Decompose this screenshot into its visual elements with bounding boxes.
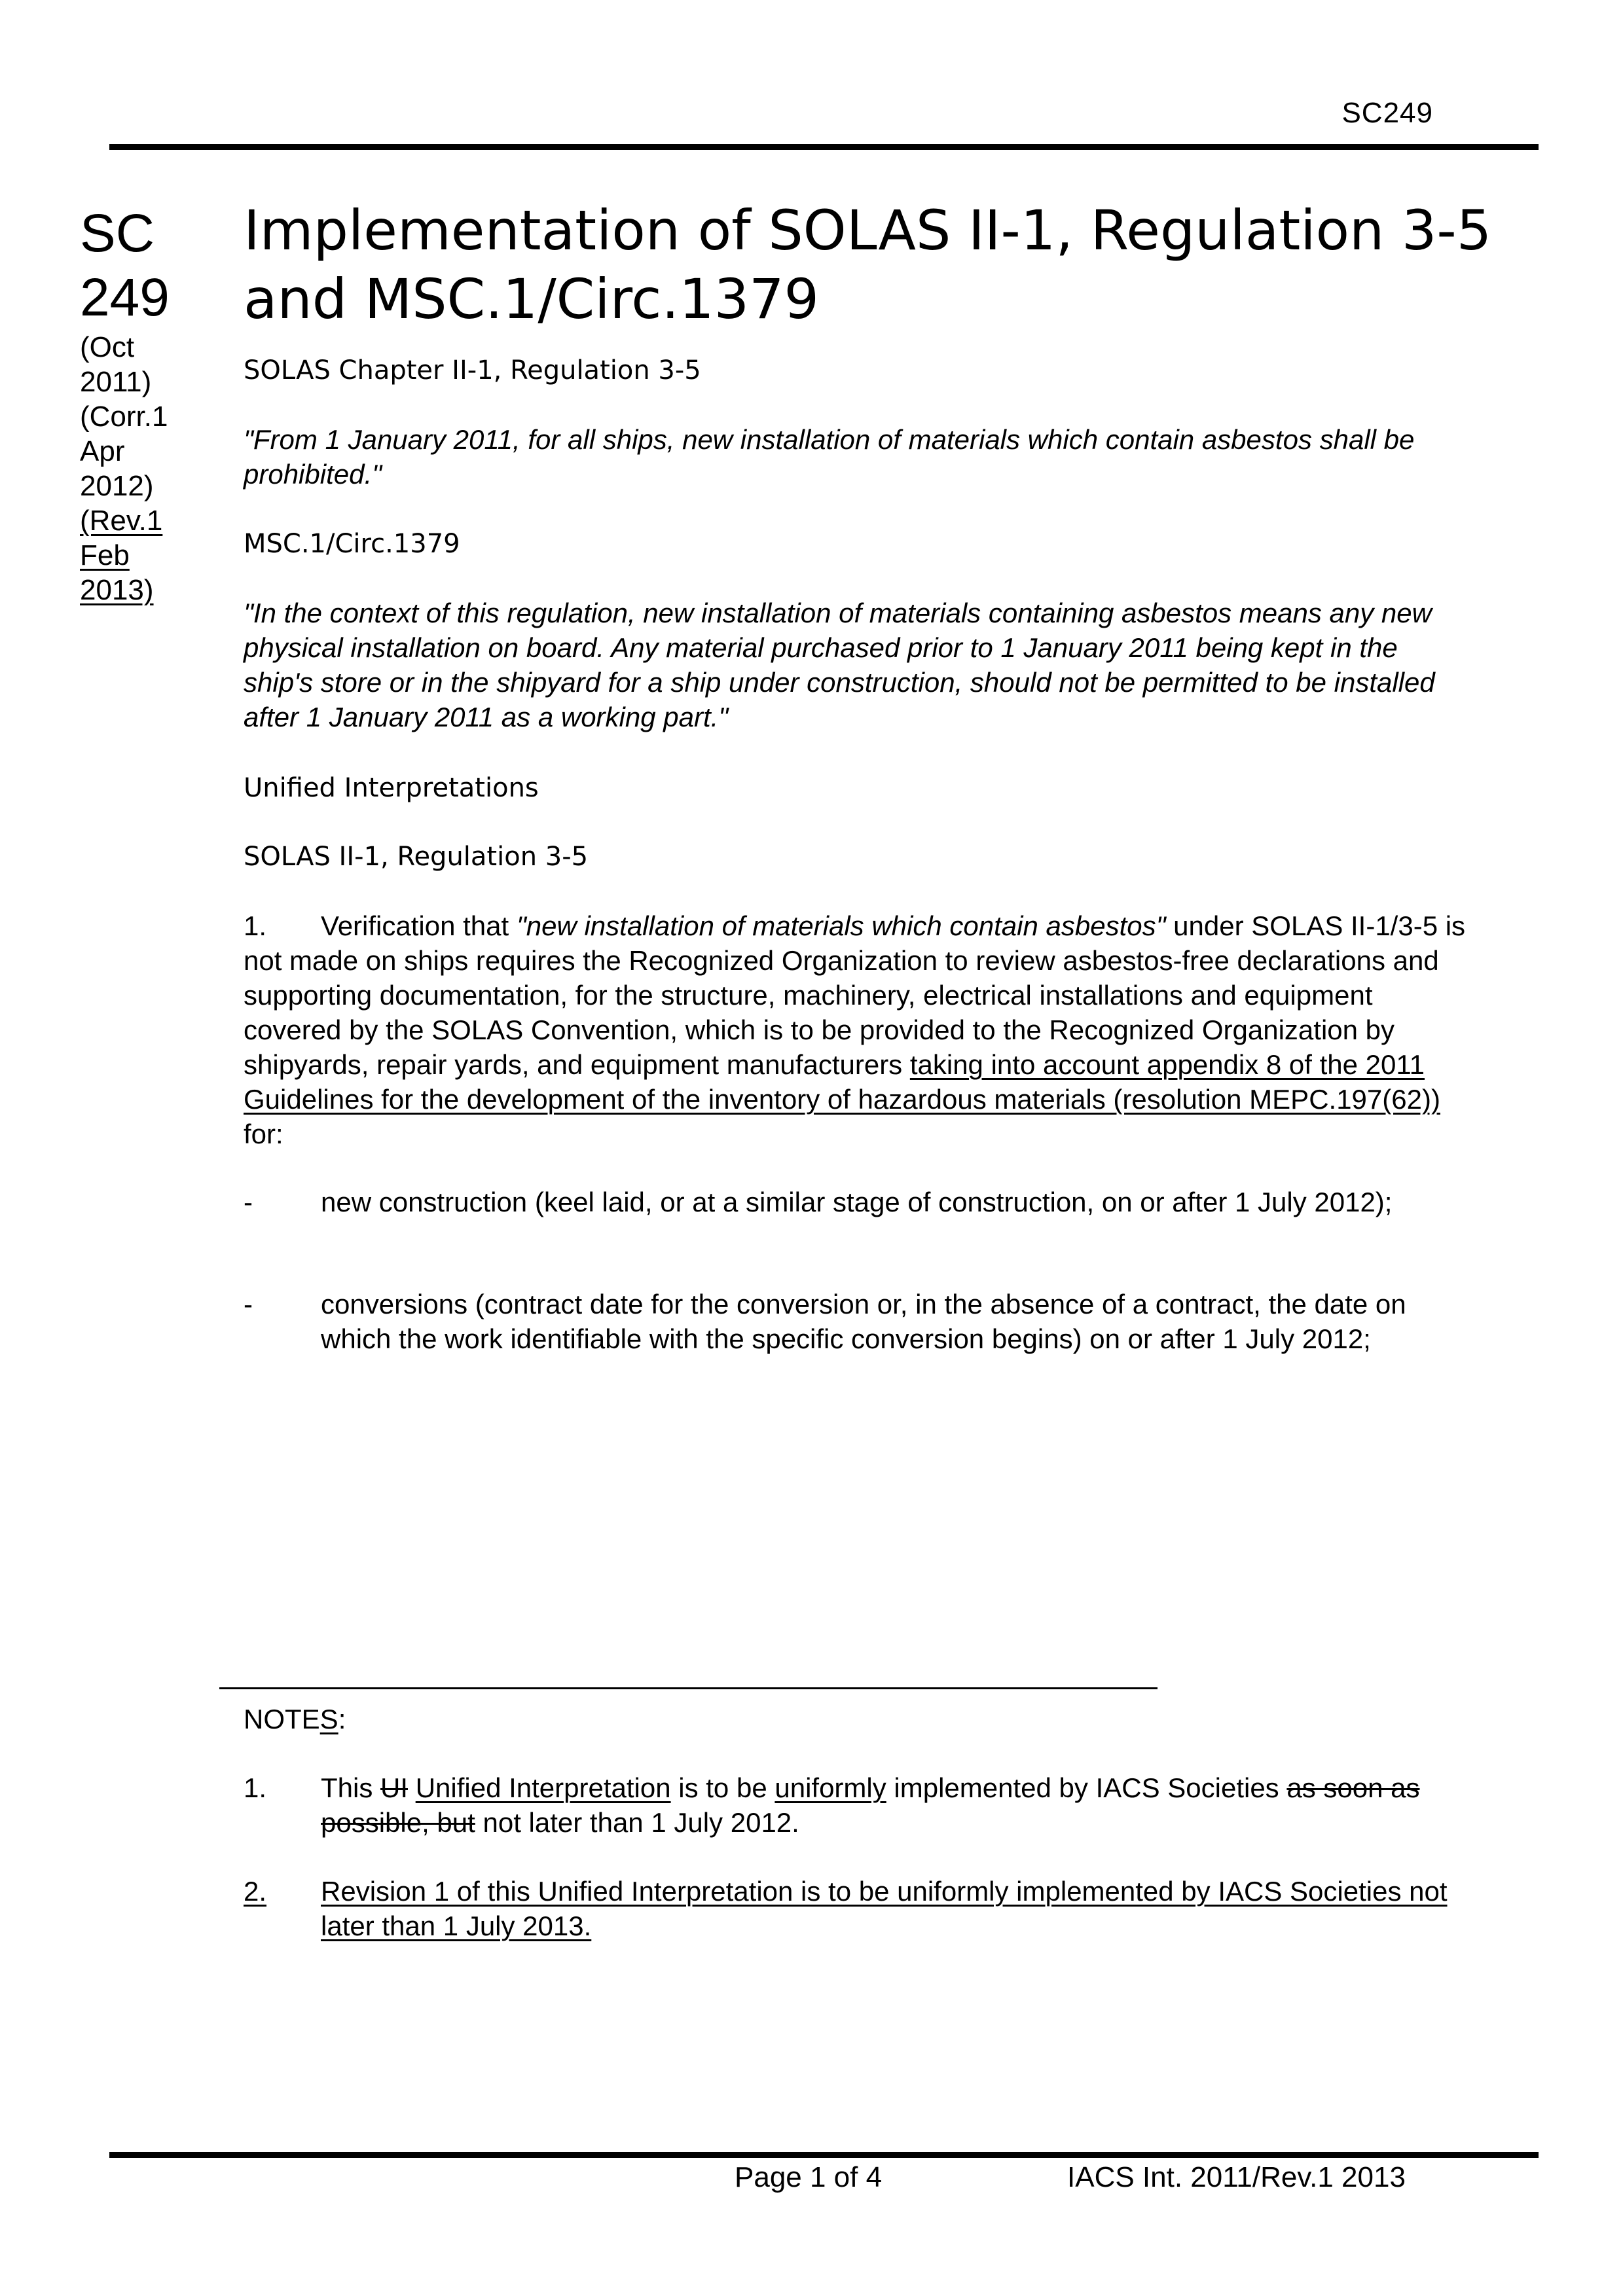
header-rule — [109, 144, 1539, 150]
solas-quote: "From 1 January 2011, for all ships, new installation of materials which contain asbestos shall be prohibited." — [244, 424, 1415, 490]
note-1-text — [321, 1770, 1480, 1840]
paragraph-1-text-b: under SOLAS II-1/3-5 is not made on ships requires the Recognized Organization to review asbestos-free declarations and supporting documentation, for the structure, machinery, electrical installations and equipment covered by the SOLAS Convention, which is to be provided to the Recognized Organization by shipyards, repair yards, and equipment manufacturers — [244, 910, 1466, 1080]
sidebar-history-2: 2011) — [80, 366, 152, 398]
title-line-1: Implementation of SOLAS II-1, Regulation 3-5 — [244, 198, 1492, 262]
note-1-insertion-2: uniformly — [775, 1772, 886, 1803]
sidebar-revision-1: (Rev.1 — [80, 505, 163, 537]
note-1-text-d: implemented by IACS Societies — [886, 1772, 1287, 1803]
paragraph-1-text-c: for: — [244, 1119, 283, 1149]
sidebar-code-2: 249 — [80, 268, 170, 327]
paragraph-1-text — [244, 908, 1474, 1151]
note-2-text: Revision 1 of this Unified Interpretation is to be uniformly implemented by IACS Societies not later than 1 July 2013. — [321, 1876, 1448, 1941]
ui-heading: Unified Interpretations — [244, 773, 539, 803]
header-code: SC249 — [1341, 97, 1433, 129]
bullet-marker: - — [244, 1289, 253, 1319]
note-1-text-a: This — [321, 1772, 381, 1803]
note-1-deletion-2: as soon as possible, but — [321, 1772, 1420, 1838]
footer-rule — [109, 2152, 1539, 2158]
note-2-number: 2. — [244, 1876, 267, 1907]
note-1-text-e: not later than 1 July 2012. — [475, 1807, 799, 1838]
sidebar-revision-2: Feb — [80, 539, 130, 571]
sidebar-code-1: SC — [80, 204, 155, 263]
sidebar-history-5: 2012) — [80, 470, 154, 502]
bullet-text: new construction (keel laid, or at a similar stage of construction, on or after 1 July 2012); — [321, 1187, 1393, 1217]
sidebar-history-1: (Oct — [80, 331, 135, 363]
note-1-text-c: is to be — [670, 1772, 775, 1803]
paragraph-1-text-a: Verification that — [321, 910, 517, 941]
circ-heading: MSC.1/Circ.1379 — [244, 529, 460, 559]
circ-quote: "In the context of this regulation, new installation of materials containing asbestos means any new physical installation on board. Any material purchased prior to 1 January 2011 being kept in the ship's store or in the shipyard for a ship under construction, should not be permitted to be installed after 1 January 2011 as a working part." — [244, 598, 1435, 732]
note-1-text-b — [408, 1772, 416, 1803]
page-title — [244, 196, 1546, 334]
notes-heading-insert: S — [319, 1704, 338, 1734]
sidebar-revision-3: 2013) — [80, 574, 154, 606]
sidebar-history-3: (Corr.1 — [80, 401, 168, 433]
paragraph-1-number: 1. — [244, 910, 267, 941]
note-1-number: 1. — [244, 1772, 267, 1803]
title-line-2: and MSC.1/Circ.1379 — [244, 267, 819, 331]
paragraph-1 — [0, 908, 1466, 1151]
notes-heading — [244, 1702, 1474, 1736]
sidebar — [80, 202, 185, 607]
notes-heading-text: NOTE — [244, 1704, 320, 1734]
note-1-deletion-1: UI — [380, 1772, 409, 1803]
paragraph-1-italic: "new installation of materials which contain asbestos" — [516, 910, 1166, 941]
solas-heading: SOLAS Chapter II-1, Regulation 3-5 — [244, 355, 701, 386]
regulation-heading: SOLAS II-1, Regulation 3-5 — [244, 842, 589, 872]
note-1-insertion-1: Unified Interpretation — [415, 1772, 671, 1803]
bullet-text: conversions (contract date for the conversion or, in the absence of a contract, the date on which the work identifiable with the specific conversion begins) on or after 1 July 2012; — [321, 1289, 1406, 1354]
sidebar-history-4: Apr — [80, 435, 125, 467]
paragraph-1-amendment: taking into account appendix 8 of the 2011 Guidelines for the development of the inventory of hazardous materials (resolution MEPC.197(62)) — [244, 1049, 1440, 1115]
notes-heading-colon: : — [338, 1704, 346, 1734]
footer-reference: IACS Int. 2011/Rev.1 2013 — [1067, 2161, 1406, 2193]
notes-separator — [219, 1687, 1158, 1689]
bullet-marker: - — [244, 1187, 253, 1217]
footer-page-number: Page 1 of 4 — [735, 2161, 883, 2193]
